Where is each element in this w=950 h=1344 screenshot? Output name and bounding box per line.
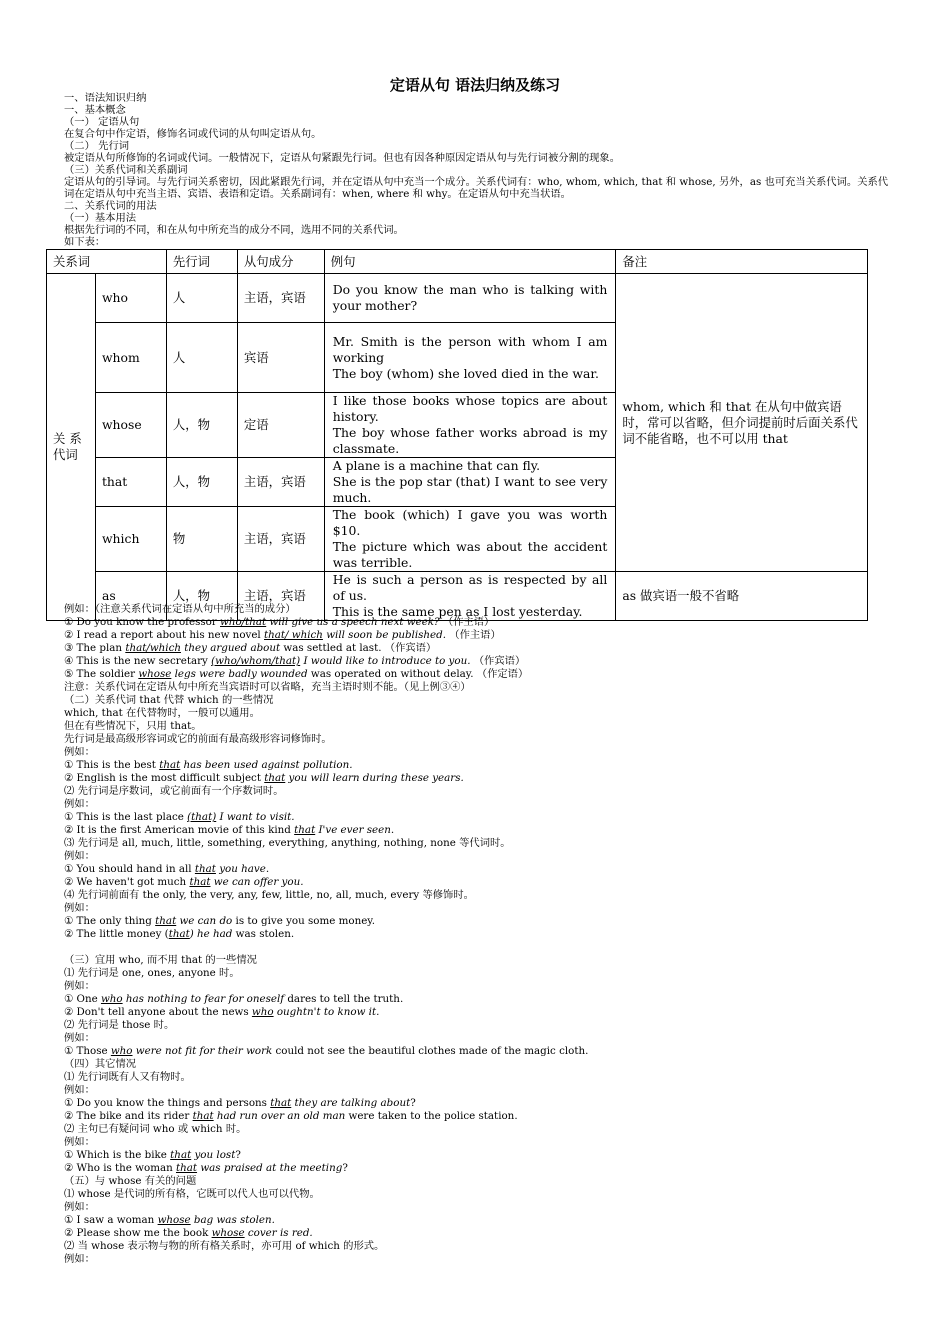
spacer — [64, 941, 894, 954]
note-cell: as 做宾语一般不省略 — [616, 572, 868, 621]
antecedent-cell: 物 — [166, 507, 237, 572]
text-line: ⑵ 先行词是序数词，或它前面有一个序数词时。 — [64, 785, 284, 797]
intro-paragraph: 定语从句的引导词。与先行词关系密切，因此紧跟先行词，并在定语从句中充当一个成分。关系代词有：who, whom, which, that 和 whose, 另外，as 也可充当关系代词。关系代词在定语从句中充当主语、宾语、表语和定语。关系副词有：when, where 和 why。在定语从句中充当状语。 — [64, 176, 889, 200]
word-cell: which — [95, 507, 166, 572]
note-line: 注意：关系代词在定语从句中所充当宾语时可以省略，充当主语时则不能。（见上例③④） — [64, 681, 471, 693]
example-label: 例如： — [64, 850, 95, 862]
intro-line: （二） 先行词 — [64, 140, 130, 152]
word-cell: whom — [95, 323, 166, 393]
example-cell — [324, 458, 616, 507]
table-header-row — [47, 250, 868, 274]
word-cell: as — [95, 572, 166, 621]
role-cell: 定语 — [237, 393, 324, 458]
example-label: 例如： — [64, 980, 95, 992]
example-sentence: I like those books whose topics are about history. — [332, 393, 608, 424]
example-label: 例如： — [64, 1032, 95, 1044]
examples-section — [64, 603, 894, 1266]
example-line: ② We haven't got much that we can offer you. — [64, 876, 304, 888]
intro-line: （一） 定语从句 — [64, 116, 140, 128]
example-label: 例如： — [64, 798, 95, 810]
example-line: ② Don't tell anyone about the news who oughtn't to know it. — [64, 1006, 380, 1018]
example-line: ① I saw a woman whose bag was stolen. — [64, 1214, 275, 1226]
example-line: ① Do you know the things and persons that they are talking about? — [64, 1097, 416, 1109]
note-cell: whom, which 和 that 在从句中做宾语时，常可以省略，但介词提前时后面关系代词不能省略，也不可以用 that — [616, 274, 868, 572]
antecedent-cell: 人，物 — [166, 572, 237, 621]
page-title: 定语从句 语法归纳及练习 — [389, 76, 561, 94]
example-label: 例如： — [64, 1201, 95, 1213]
example-line: ③ The plan that/which they argued about was settled at last. （作宾语） — [64, 642, 437, 654]
example-sentence: The picture which was about the accident was terrible. — [332, 539, 608, 570]
example-line: ① You should hand in all that you have. — [64, 863, 270, 875]
example-line: ④ This is the new secretary (who/whom/that) I would like to introduce to you. （作宾语） — [64, 655, 526, 667]
example-line: ① This is the best that has been used against pollution. — [64, 759, 353, 771]
role-cell: 主语，宾语 — [237, 507, 324, 572]
text-line: ⑴ whose 是代词的所有格，它既可以代人也可以代物。 — [64, 1188, 320, 1200]
example-line: ② English is the most difficult subject that you will learn during these years. — [64, 772, 464, 784]
example-line: ② It is the first American movie of this kind that I've ever seen. — [64, 824, 395, 836]
antecedent-cell: 人 — [166, 274, 237, 323]
antecedent-cell: 人，物 — [166, 458, 237, 507]
section-heading: 例如：（注意关系代词在定语从句中所充当的成分） — [64, 603, 296, 615]
example-cell — [324, 393, 616, 458]
intro-line: （一）基本用法 — [64, 212, 137, 224]
example-line: ① One who has nothing to fear for oneself dares to tell the truth. — [64, 993, 404, 1005]
header-cell: 备注 — [616, 250, 868, 274]
example-sentence: He is such a person as is respected by all of us. — [332, 572, 608, 603]
example-sentence: The boy whose father works abroad is my classmate. — [332, 425, 608, 456]
antecedent-cell: 人 — [166, 323, 237, 393]
example-cell — [324, 323, 616, 393]
text-line: ⑴ 先行词是 one, ones, anyone 时。 — [64, 967, 240, 979]
example-line: ② Please show me the book whose cover is red. — [64, 1227, 313, 1239]
text-line: ⑵ 主句已有疑问词 who 或 which 时。 — [64, 1123, 247, 1135]
role-cell: 主语，宾语 — [237, 274, 324, 323]
intro-line: 如下表： — [64, 236, 106, 248]
example-line: ② I read a report about his new novel that/ which will soon be published. （作主语） — [64, 629, 501, 641]
example-label: 例如： — [64, 902, 95, 914]
header-cell: 先行词 — [166, 250, 237, 274]
text-line: which, that 在代替物时，一般可以通用。 — [64, 707, 260, 719]
intro-section — [64, 92, 894, 248]
section-heading: （三）宜用 who, 而不用 that 的一些情况 — [64, 954, 257, 966]
example-sentence: A plane is a machine that can fly. — [332, 458, 541, 473]
relative-pronoun-table — [46, 249, 868, 621]
text-line: 但在有些情况下，只用 that。 — [64, 720, 202, 732]
role-cell: 主语，宾语 — [237, 572, 324, 621]
text-line: ⑵ 先行词是 those 时。 — [64, 1019, 175, 1031]
header-cell: 关系词 — [47, 250, 167, 274]
intro-line: 在复合句中作定语，修饰名词或代词的从句叫定语从句。 — [64, 128, 322, 140]
section-heading: （五）与 whose 有关的问题 — [64, 1175, 197, 1187]
table-row — [47, 274, 868, 323]
header-cell: 从句成分 — [237, 250, 324, 274]
intro-line: 被定语从句所修饰的名词或代词。一般情况下，定语从句紧跟先行词。但也有因各种原因定语从句与先行词被分割的现象。 — [64, 152, 621, 164]
text-line: 先行词是最高级形容词或它的前面有最高级形容词修饰时。 — [64, 733, 332, 745]
example-line: ① This is the last place (that) I want to visit. — [64, 811, 295, 823]
example-label: 例如： — [64, 746, 95, 758]
example-sentence: She is the pop star (that) I want to see very much. — [332, 474, 608, 505]
intro-line: 二、关系代词的用法 — [64, 200, 157, 212]
example-sentence: This is the same pen as I lost yesterday. — [332, 604, 583, 619]
example-line: ② The little money (that) he had was stolen. — [64, 928, 295, 940]
example-label: 例如： — [64, 1136, 95, 1148]
example-label: 例如： — [64, 1253, 95, 1265]
example-sentence: The book (which) I gave you was worth $10. — [332, 507, 608, 538]
word-cell: whose — [95, 393, 166, 458]
word-cell: who — [95, 274, 166, 323]
text-line: ⑵ 当 whose 表示物与物的所有格关系时，亦可用 of which 的形式。 — [64, 1240, 385, 1252]
intro-line: 一、基本概念 — [64, 104, 126, 116]
example-sentence: Mr. Smith is the person with whom I am working — [332, 333, 608, 365]
example-line: ⑤ The soldier whose legs were badly wounded was operated on without delay. （作定语） — [64, 668, 529, 680]
example-label: 例如： — [64, 1084, 95, 1096]
intro-line: 一、语法知识归纳 — [64, 92, 147, 104]
example-line: ① The only thing that we can do is to give you some money. — [64, 915, 376, 927]
example-line: ① Those who were not fit for their work could not see the beautiful clothes made of the magic cloth. — [64, 1045, 589, 1057]
example-line: ① Do you know the professor who/that will give us a speech next week? （作主语） — [64, 616, 495, 628]
example-line: ② Who is the woman that was praised at the meeting? — [64, 1162, 348, 1174]
intro-line: 根据先行词的不同，和在从句中所充当的成分不同，选用不同的关系代词。 — [64, 224, 404, 236]
section-heading: （二）关系代词 that 代替 which 的一些情况 — [64, 694, 274, 706]
intro-line: （三）关系代词和关系副词 — [64, 164, 188, 176]
role-cell: 宾语 — [237, 323, 324, 393]
example-line: ② The bike and its rider that had run over an old man were taken to the police station. — [64, 1110, 518, 1122]
header-cell: 例句 — [324, 250, 616, 274]
role-cell: 主语，宾语 — [237, 458, 324, 507]
group-label-cell: 关 系 代词 — [47, 274, 96, 621]
antecedent-cell: 人，物 — [166, 393, 237, 458]
example-sentence: The boy (whom) she loved died in the war. — [332, 365, 599, 381]
example-sentence: Do you know the man who is talking with your mother? — [332, 282, 608, 313]
text-line: ⑷ 先行词前面有 the only, the very, any, few, little, no, all, much, every 等修饰时。 — [64, 889, 474, 901]
text-line: ⑴ 先行词既有人又有物时。 — [64, 1071, 191, 1083]
example-cell — [324, 274, 616, 323]
example-cell — [324, 507, 616, 572]
text-line: ⑶ 先行词是 all, much, little, something, everything, anything, nothing, none 等代词时。 — [64, 837, 511, 849]
example-line: ① Which is the bike that you lost? — [64, 1149, 241, 1161]
section-heading: （四）其它情况 — [64, 1058, 137, 1070]
word-cell: that — [95, 458, 166, 507]
